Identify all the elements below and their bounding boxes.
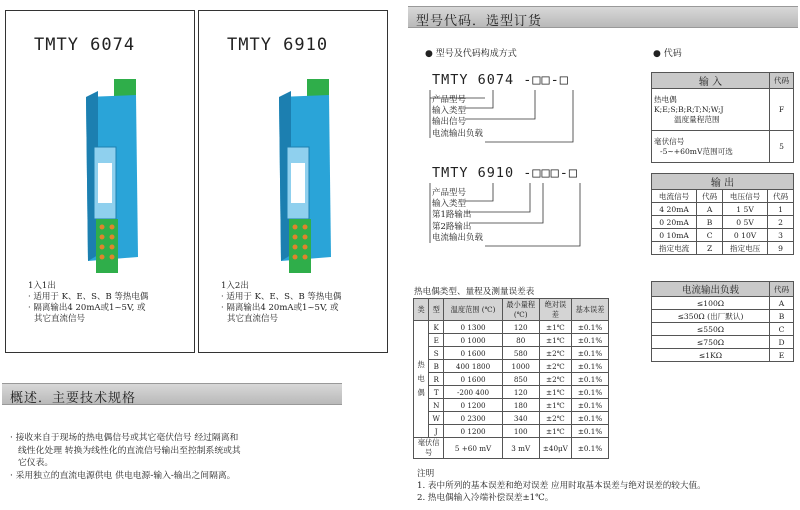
table-row: 毫伏信号 -5~+60mV范围可选 5 xyxy=(652,131,794,163)
selection-section-header: 型号代码．选型订货 xyxy=(408,6,798,28)
table-row: ≤750Ω D xyxy=(652,336,794,349)
table-row: 热电偶 K;E;S;B;R;T;N;W;J 温度量程范围 F xyxy=(652,89,794,131)
product-caption: 1入1出 · 适用于 K、E、S、B 等热电偶 · 隔离输出4 20mA或1~5V, 或 其它直流信号 xyxy=(28,281,149,324)
table-row: ≤100Ω A xyxy=(652,297,794,310)
product-caption: 1入2出 · 适用于 K、E、S、B 等热电偶 · 隔离输出4 20mA或1~5V, 或 其它直流信号 xyxy=(221,281,342,324)
product-panel-6074 xyxy=(5,10,195,353)
overview-section-header: 概述．主要技术规格 xyxy=(2,383,342,405)
model-code-6910: TMTY 6910 -□□□-□ xyxy=(432,165,579,181)
table-row: 0 20mA B 0 5V 2 xyxy=(652,216,794,229)
isolator-module-image xyxy=(76,77,146,277)
product-panel-6910 xyxy=(198,10,388,353)
model1-labels: 产品型号 输入类型 输出信号 电流输出负载 xyxy=(432,95,484,139)
isolator-module-image xyxy=(269,77,339,277)
model2-labels: 产品型号 输入类型 第1路输出 第2路输出 电流输出负载 xyxy=(432,188,484,243)
range-table: 类 型 温度范围 (℃) 最小量程 (℃) 绝对误差 基本误差 热 电 偶 K 0 1300 120 ±1℃ ±0.1% E 0 1000 80 ±1℃ ±0.1% S 0 1600 580 ±2℃ ±0.1% B 400 1800 1000 ±2℃ ±0.1% R 0 1600 850 ±2℃ ±0.1% T -200 400 120 ±1℃ ±0.1% N 0 1200 180 ±1℃ ±0.1% W 0 2300 340 ±2℃ ±0.1% J 0 1200 100 ±1℃ ±0.1% 毫伏信号 5 +60 mV 3 mV ±40μV ±0.1% xyxy=(413,298,609,459)
range-table-caption: 热电偶类型、量程及测量误差表 xyxy=(414,287,535,297)
table-row: 指定电流 Z 指定电压 9 xyxy=(652,242,794,255)
group-label: 热 电 偶 xyxy=(414,321,429,438)
output-code-table: 输 出 电流信号 代码 电压信号 代码 4 20mA A 1 5V 1 0 20mA B 0 5V 2 0 10mA C 0 10V 3 指定电流 Z 指定电压 9 xyxy=(651,173,794,255)
model-title: TMTY 6074 xyxy=(34,35,136,55)
table-row: T -200 400 120 ±1℃ ±0.1% xyxy=(414,386,609,399)
model-code-6074: TMTY 6074 -□□-□ xyxy=(432,72,569,88)
table-row: N 0 1200 180 ±1℃ ±0.1% xyxy=(414,399,609,412)
structure-heading: ● 型号及代码构成方式 xyxy=(425,49,517,59)
table-row: ≤1KΩ E xyxy=(652,349,794,362)
codes-heading: ● 代码 xyxy=(653,49,682,59)
table-row: R 0 1600 850 ±2℃ ±0.1% xyxy=(414,373,609,386)
table-row: J 0 1200 100 ±1℃ ±0.1% xyxy=(414,425,609,438)
table-row: E 0 1000 80 ±1℃ ±0.1% xyxy=(414,334,609,347)
table-row: 热 电 偶 K 0 1300 120 ±1℃ ±0.1% xyxy=(414,321,609,334)
table-row: 电流信号 代码 电压信号 代码 xyxy=(652,190,794,203)
table-row: B 400 1800 1000 ±2℃ ±0.1% xyxy=(414,360,609,373)
model-title: TMTY 6910 xyxy=(227,35,329,55)
table-row: ≤350Ω (出厂默认) B xyxy=(652,310,794,323)
table-row: 0 10mA C 0 10V 3 xyxy=(652,229,794,242)
table-row: ≤550Ω C xyxy=(652,323,794,336)
overview-list: · 接收来自于现场的热电偶信号或其它毫伏信号 经过隔离和 线性化处理 转换为线性化的直流信号输出至控制系统或其 它仪表。 · 采用独立的直流电源供电 供电电源-输入-输出之间隔离。 xyxy=(10,433,241,481)
table-row: 4 20mA A 1 5V 1 xyxy=(652,203,794,216)
table-row: W 0 2300 340 ±2℃ ±0.1% xyxy=(414,412,609,425)
notes: 注明 1. 表中所列的基本误差和绝对误差 应用时取基本误差与绝对误差的较大值。 2. 热电偶输入冷端补偿误差±1℃。 xyxy=(417,469,706,503)
table-row: S 0 1600 580 ±2℃ ±0.1% xyxy=(414,347,609,360)
load-code-table: 电流输出负载 代码 ≤100Ω A ≤350Ω (出厂默认) B ≤550Ω C ≤750Ω D ≤1KΩ E xyxy=(651,281,794,362)
input-code-table: 输 入 代码 热电偶 K;E;S;B;R;T;N;W;J 温度量程范围 F 毫伏信号 -5~+60mV范围可选 5 xyxy=(651,72,794,163)
table-row: 毫伏信号 5 +60 mV 3 mV ±40μV ±0.1% xyxy=(414,438,609,459)
